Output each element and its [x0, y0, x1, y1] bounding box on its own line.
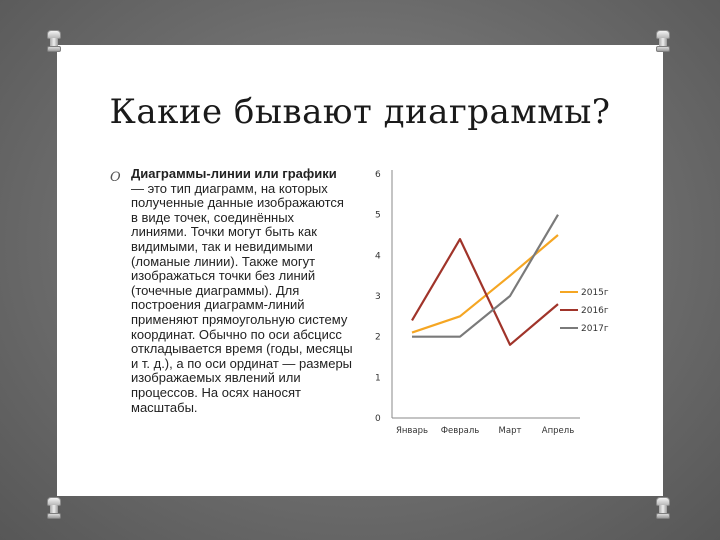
legend-label: 2016г: [581, 306, 609, 316]
bullet-icon: O: [110, 170, 121, 185]
y-tick-label: 3: [375, 292, 381, 302]
x-tick-label: Март: [498, 426, 522, 436]
legend: [560, 288, 609, 334]
body-definition: — это тип диаграмм, на которых полученные данные изображаются в виде точек, соединённых линиями. Точки могут быть как видимыми, так и невидимыми (ломаные линии). Также могут изображаться точки без линий (точечные диаграммы). Для построения диаграмм-линий применяют прямоугольную систему координат. Обычно по оси абсцисс откладывается время (годы, месяцы и т. д.), а по оси ординат — размеры изображаемых явлений или процессов. На осях наносят масштабы.: [131, 180, 353, 415]
y-tick-label: 1: [375, 373, 381, 384]
line-chart: [360, 160, 620, 450]
y-tick-label: 0: [375, 414, 381, 424]
body-paragraph: [131, 167, 353, 415]
y-tick-label: 5: [375, 210, 381, 221]
slide-title: Какие бывают диаграммы?: [109, 92, 611, 132]
pin-bottom-left-icon: [47, 497, 61, 519]
pin-top-right-icon: [656, 30, 670, 52]
legend-label: 2015г: [581, 288, 609, 298]
pin-bottom-right-icon: [656, 497, 670, 519]
y-tick-label: 4: [375, 251, 381, 262]
y-tick-label: 2: [375, 332, 381, 343]
x-tick-labels: [396, 426, 574, 436]
body-bold-term: Диаграммы-линии или графики: [131, 166, 337, 181]
legend-label: 2017г: [581, 324, 609, 334]
x-tick-label: Февраль: [440, 426, 480, 436]
x-tick-label: Апрель: [541, 426, 575, 436]
y-tick-label: 6: [375, 170, 381, 180]
y-tick-labels: [375, 170, 381, 424]
series-line: [412, 215, 558, 337]
x-tick-label: Январь: [395, 426, 429, 436]
pin-top-left-icon: [47, 30, 61, 52]
series-lines: [412, 215, 558, 345]
